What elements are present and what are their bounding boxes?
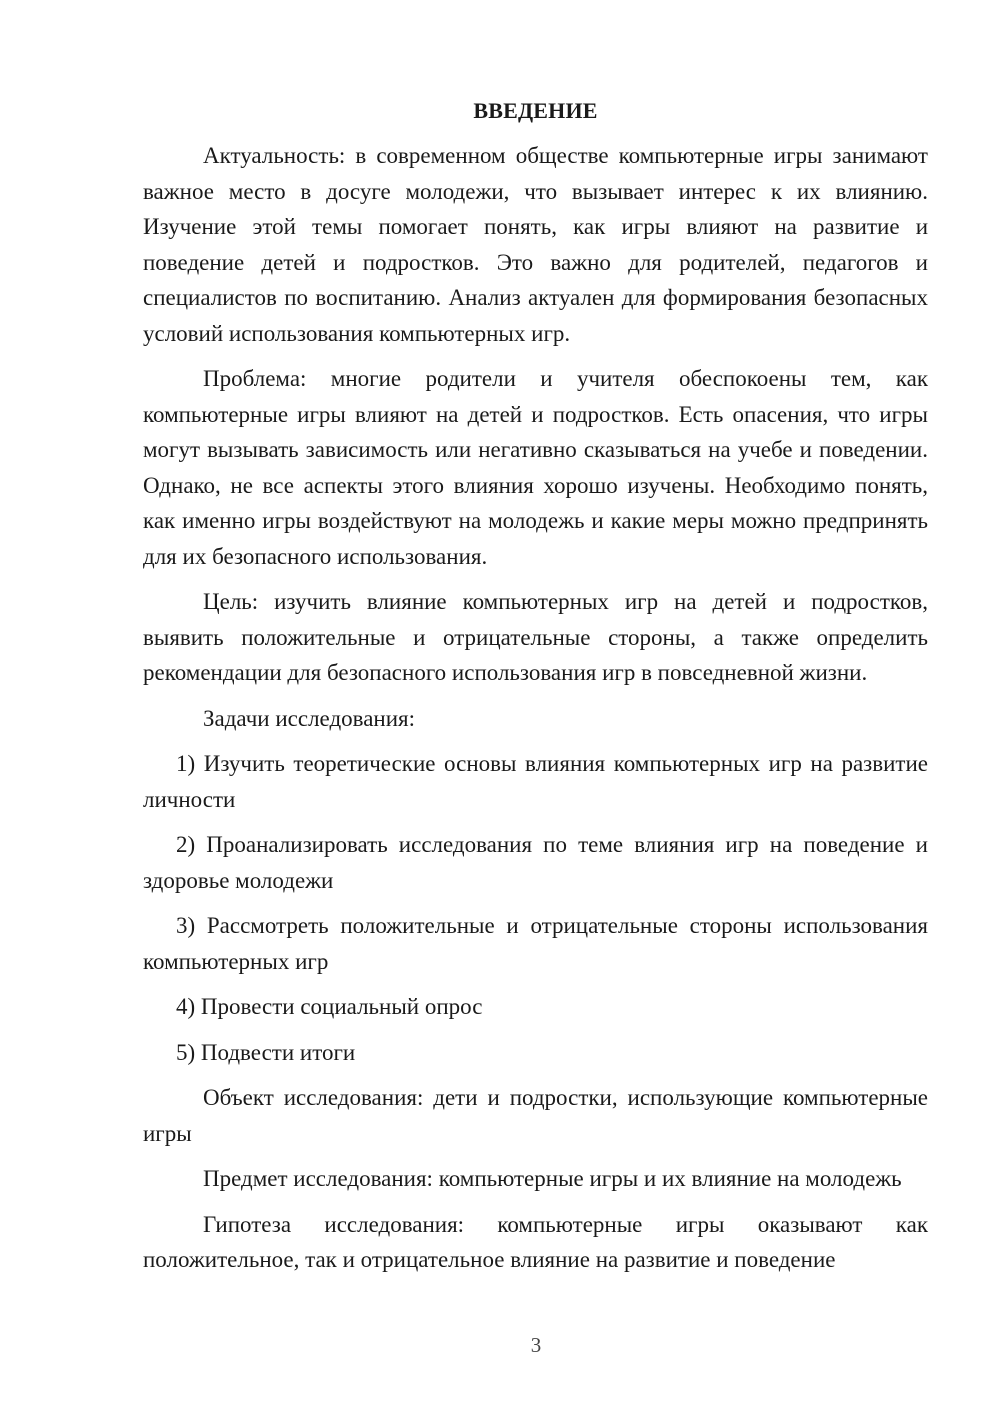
tasks-heading: Задачи исследования: bbox=[203, 705, 416, 731]
problem-paragraph: Проблема: многие родители и учителя обеспокоены тем, как компьютерные игры влияют на детей и подростков. Есть опасения, что игры могут вызывать зависимость или негативно сказываться на учебе и поведении. Однако, не все аспекты этого влияния хорошо изучены. Необходимо понять, как именно игры воздействуют на молодежь и какие меры можно предпринять для их безопасного использования. bbox=[143, 366, 928, 569]
task-item-2: 2) Проанализировать исследования по теме влияния игр на поведение и здоровье молодежи bbox=[143, 832, 928, 893]
page-number: 3 bbox=[530, 1333, 542, 1357]
task-item-5: 5) Подвести итоги bbox=[176, 1039, 356, 1065]
page-title: ВВЕДЕНИЕ bbox=[473, 98, 598, 123]
object-paragraph: Объект исследования: дети и подростки, использующие компьютерные игры bbox=[143, 1085, 928, 1146]
goal-paragraph: Цель: изучить влияние компьютерных игр на детей и подростков, выявить положительные и отрицательные стороны, а также определить рекомендации для безопасного использования игр в повседневной жизни. bbox=[143, 589, 928, 685]
subject-paragraph: Предмет исследования: компьютерные игры и их влияние на молодежь bbox=[203, 1166, 902, 1191]
task-item-1: 1) Изучить теоретические основы влияния компьютерных игр на развитие личности bbox=[143, 751, 928, 812]
relevance-paragraph: Актуальность: в современном обществе компьютерные игры занимают важное место в досуге молодежи, что вызывает интерес к их влиянию. Изучение этой темы помогает понять, как игры влияют на развитие и поведение детей и подростков. Это важно для родителей, педагогов и специалистов по воспитанию. Анализ актуален для формирования безопасных условий использования компьютерных игр. bbox=[143, 143, 928, 346]
task-item-3: 3) Рассмотреть положительные и отрицательные стороны использования компьютерных игр bbox=[143, 913, 928, 974]
page-content bbox=[143, 96, 928, 1278]
hypothesis-paragraph: Гипотеза исследования: компьютерные игры оказывают как положительное, так и отрицательное влияние на развитие и поведение bbox=[143, 1211, 928, 1272]
task-item-4: 4) Провести социальный опрос bbox=[176, 994, 483, 1019]
